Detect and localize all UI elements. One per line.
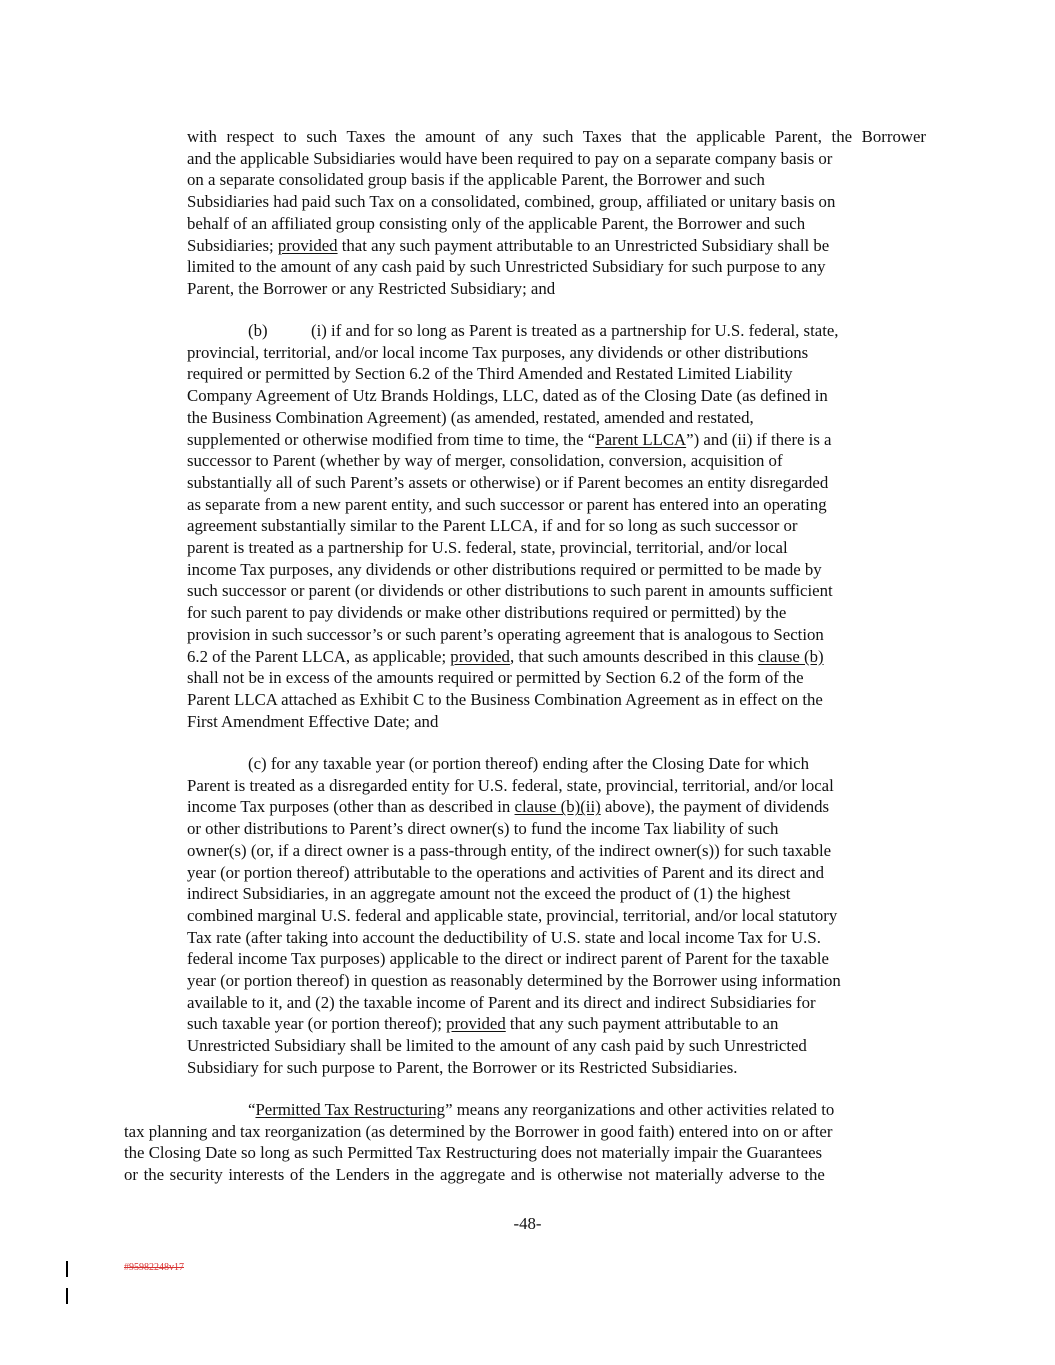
text-line: [187, 646, 926, 668]
text-line: owner(s) (or, if a direct owner is a pass-through entity, of the indirect owner(s)) for such taxable: [187, 840, 832, 860]
text-line: and the applicable Subsidiaries would have been required to pay on a separate company basis or: [187, 148, 833, 168]
text-segment: that any such payment attributable to an Unrestricted Subsidiary shall be: [337, 235, 830, 255]
text-line: the Business Combination Agreement) (as amended, restated, amended and restated,: [187, 407, 754, 427]
text-line: agreement substantially similar to the Parent LLCA, if and for so long as such successor or: [187, 516, 798, 536]
text-segment: that any such payment attributable to an: [505, 1014, 779, 1034]
text-segment: 6.2 of the Parent LLCA, as applicable;: [187, 646, 451, 666]
text-line: [187, 429, 926, 451]
text-line: limited to the amount of any cash paid by such Unrestricted Subsidiary for such purpose to any: [187, 257, 826, 277]
definition-paragraph: [124, 1099, 928, 1186]
text-line: behalf of an affiliated group consisting only of the applicable Parent, the Borrower and such: [187, 213, 806, 233]
text-line: Subsidiary for such purpose to Parent, the Borrower or its Restricted Subsidiaries.: [187, 1057, 738, 1077]
text-segment: such taxable year (or portion thereof);: [187, 1014, 447, 1034]
continuation-paragraph: [187, 126, 926, 300]
clause-c-paragraph: [187, 753, 926, 1079]
text-line: Tax rate (after taking into account the deductibility of U.S. state and local income Tax for U.S.: [187, 927, 821, 947]
text-line: successor to Parent (whether by way of merger, consolidation, conversion, acquisition of: [187, 451, 783, 471]
text-line: [187, 235, 926, 257]
text-segment: Subsidiaries;: [187, 235, 278, 255]
clause-reference: clause (b): [757, 646, 824, 666]
text-line: with respect to such Taxes the amount of any such Taxes that the applicable Parent, the Borrower: [187, 127, 926, 146]
text-line: on a separate consolidated group basis if the applicable Parent, the Borrower and such: [187, 170, 765, 190]
text-segment: income Tax purposes (other than as described in: [187, 797, 515, 817]
text-line: First Amendment Effective Date; and: [187, 711, 439, 731]
text-line: combined marginal U.S. federal and applicable state, provincial, territorial, and/or local statutory: [187, 905, 838, 925]
clause-reference: clause (b)(ii): [514, 797, 601, 817]
text-segment: “: [248, 1100, 256, 1119]
text-segment: (c) for any taxable year (or portion thereof) ending after the Closing Date for which: [248, 754, 810, 773]
text-line: income Tax purposes, any dividends or other distributions required or permitted to be made by: [187, 559, 822, 579]
document-id: #95982248v17: [124, 1262, 184, 1273]
provided-term: provided: [450, 646, 510, 666]
text-line: Parent LLCA attached as Exhibit C to the Business Combination Agreement as in effect on the: [187, 689, 823, 709]
text-line: year (or portion thereof) in question as reasonably determined by the Borrower using information: [187, 971, 841, 991]
text-line: for such parent to pay dividends or make other distributions required or permitted) by the: [187, 603, 787, 623]
text-line: available to it, and (2) the taxable income of Parent and its direct and indirect Subsidiaries for: [187, 992, 816, 1012]
text-line: the Closing Date so long as such Permitted Tax Restructuring does not materially impair the Guarantees: [124, 1143, 823, 1163]
text-segment: ” means any reorganizations and other activities related to: [445, 1100, 835, 1119]
provided-term: provided: [446, 1014, 506, 1034]
text-line: [187, 1013, 926, 1035]
text-segment: above), the payment of dividends: [600, 797, 830, 817]
provided-term: provided: [277, 235, 338, 255]
clause-label: (b): [248, 321, 268, 340]
text-line: Company Agreement of Utz Brands Holdings, LLC, dated as of the Closing Date (as defined in: [187, 386, 828, 406]
text-line: or the security interests of the Lenders in the aggregate and is otherwise not materially adverse to the: [124, 1165, 825, 1185]
text-segment: supplemented or otherwise modified from time to time, the “: [187, 429, 596, 449]
text-line: Parent, the Borrower or any Restricted Subsidiary; and: [187, 278, 556, 298]
text-line: year (or portion thereof) attributable to the operations and activities of Parent and its direct and: [187, 862, 824, 882]
text-line: substantially all of such Parent’s assets or otherwise) or if Parent becomes an entity disregarded: [187, 472, 829, 492]
text-line: parent is treated as a partnership for U.S. federal, state, provincial, territorial, and/or local: [187, 538, 788, 558]
text-segment: ”) and (ii) if there is a: [686, 429, 832, 449]
text-segment: (i) if and for so long as Parent is treated as a partnership for U.S. federal, state,: [311, 321, 839, 340]
change-bar: [66, 1288, 68, 1304]
text-line: Parent is treated as a disregarded entity for U.S. federal, state, provincial, territorial, and/or local: [187, 775, 834, 795]
text-line: [124, 1099, 928, 1121]
text-line: indirect Subsidiaries, in an aggregate amount not the exceed the product of (1) the highest: [187, 884, 791, 904]
text-line: or other distributions to Parent’s direct owner(s) to fund the income Tax liability of such: [187, 819, 779, 839]
text-line: shall not be in excess of the amounts required or permitted by Section 6.2 of the form of the: [187, 668, 804, 688]
change-bar: [66, 1261, 68, 1277]
text-line: provincial, territorial, and/or local income Tax purposes, any dividends or other distributions: [187, 342, 809, 362]
text-line: as separate from a new parent entity, and such successor or parent has entered into an operating: [187, 494, 827, 514]
text-line: Unrestricted Subsidiary shall be limited to the amount of any cash paid by such Unrestricted: [187, 1036, 807, 1056]
page-number: -48-: [513, 1214, 542, 1233]
clause-b-paragraph: [187, 320, 926, 732]
text-line: required or permitted by Section 6.2 of the Third Amended and Restated Limited Liability: [187, 364, 793, 384]
defined-term-parent-llca: Parent LLCA: [595, 429, 687, 449]
text-line: [187, 753, 926, 775]
text-line: tax planning and tax reorganization (as determined by the Borrower in good faith) entered into on or after: [124, 1121, 833, 1141]
text-line: federal income Tax purposes) applicable to the direct or indirect parent of Parent for the taxable: [187, 949, 829, 969]
defined-term-permitted-tax-restructuring: Permitted Tax Restructuring: [255, 1100, 446, 1119]
text-segment: , that such amounts described in this: [509, 646, 758, 666]
text-line: [187, 796, 926, 818]
text-line: provision in such successor’s or such parent’s operating agreement that is analogous to Section: [187, 624, 824, 644]
text-line: Subsidiaries had paid such Tax on a consolidated, combined, group, affiliated or unitary basis on: [187, 192, 836, 212]
text-line: such successor or parent (or dividends or other distributions to such parent in amounts sufficient: [187, 581, 833, 601]
text-line: [187, 320, 926, 342]
